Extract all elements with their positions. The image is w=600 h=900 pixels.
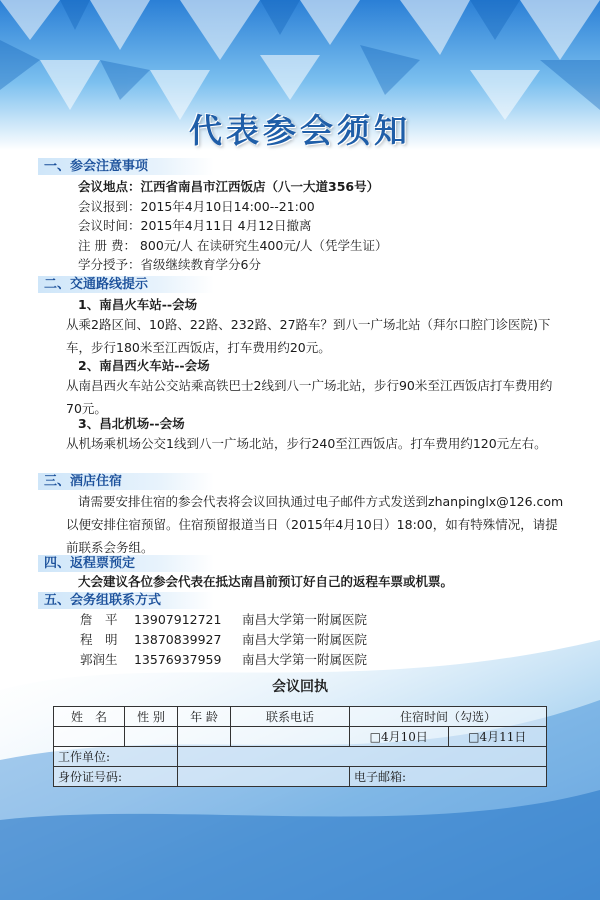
contact-name: 程 明 (80, 632, 118, 647)
notice-checkin: 会议报到：2015年4月10日14:00--21:00 (78, 199, 315, 214)
page-title: 代表参会须知 (189, 111, 411, 150)
id-number-label: 身份证号码: (54, 767, 178, 787)
name-cell[interactable] (54, 727, 125, 747)
contact-row (80, 651, 367, 669)
work-unit-label: 工作单位: (54, 747, 178, 767)
header-stay: 住宿时间（勾选） (350, 707, 547, 727)
route-3-text: 从机场乘机场公交1线到八一广场北站，步行240至江西饭店。打车费用约120元左右。 (66, 436, 547, 451)
checkbox-apr11[interactable]: □4月11日 (448, 727, 547, 747)
return-text: 大会建议各位参会代表在抵达南昌前预订好自己的返程车票或机票。 (78, 574, 454, 589)
contact-org: 南昌大学第一附属医院 (241, 632, 367, 647)
section-heading-notice: 一、参会注意事项 (38, 158, 214, 175)
header-phone: 联系电话 (231, 707, 350, 727)
notice-time: 会议时间：2015年4月11日 4月12日撤离 (78, 218, 312, 233)
notice-credit: 学分授予：省级继续教育学分6分 (78, 257, 261, 272)
receipt-header-row (54, 707, 547, 727)
checkbox-apr10[interactable]: □4月10日 (350, 727, 449, 747)
contact-name: 郭润生 (80, 652, 118, 667)
section-heading-contacts: 五、会务组联系方式 (38, 592, 214, 609)
receipt-work-row (54, 747, 547, 767)
phone-cell[interactable] (231, 727, 350, 747)
route-2-title: 2、南昌西火车站--会场 (78, 358, 210, 373)
contact-row (80, 631, 367, 649)
id-number-field[interactable] (178, 767, 350, 787)
email-label[interactable]: 电子邮箱: (350, 767, 547, 787)
receipt-table (53, 706, 547, 787)
section-heading-hotel: 三、酒店住宿 (38, 473, 214, 490)
header-gender: 性 别 (125, 707, 178, 727)
section-heading-transport: 二、交通路线提示 (38, 276, 214, 293)
section-heading-return: 四、返程票预定 (38, 555, 214, 572)
contact-phone: 13870839927 (133, 632, 222, 647)
notice-fee: 注 册 费： 800元/人 在读研究生400元/人（凭学生证） (78, 238, 388, 253)
header-name: 姓 名 (54, 707, 125, 727)
route-1-title: 1、南昌火车站--会场 (78, 297, 198, 312)
contact-name: 詹 平 (80, 612, 118, 627)
receipt-data-row (54, 727, 547, 747)
route-1-text: 从乘2路区间、10路、22路、232路、27路车？到八一广场北站（拜尔口腔门诊医院)下车，步行180米至江西饭店，打车费用约20元。 (66, 317, 551, 355)
work-unit-field[interactable] (178, 747, 547, 767)
route-2-text: 从南昌西火车站公交站乘高铁巴士2线到八一广场北站，步行90米至江西饭店打车费用约70元。 (66, 378, 553, 416)
receipt-id-row (54, 767, 547, 787)
receipt-title: 会议回执 (272, 679, 328, 695)
age-cell[interactable] (178, 727, 231, 747)
contact-org: 南昌大学第一附属医院 (241, 612, 367, 627)
hotel-text: 请需要安排住宿的参会代表将会议回执通过电子邮件方式发送到zhanpinglx@126.com以便安排住宿预留。住宿预留报道当日（2015年4月10日）18:00，如有特殊情况，请提前联系会务组。 (66, 494, 564, 555)
gender-cell[interactable] (125, 727, 178, 747)
contact-row (80, 611, 367, 629)
contact-phone: 13576937959 (133, 652, 222, 667)
notice-location: 会议地点：江西省南昌市江西饭店（八一大道356号） (78, 179, 380, 194)
header-age: 年 龄 (178, 707, 231, 727)
route-3-title: 3、昌北机场--会场 (78, 416, 185, 431)
contact-phone: 13907912721 (133, 612, 222, 627)
contact-org: 南昌大学第一附属医院 (241, 652, 367, 667)
